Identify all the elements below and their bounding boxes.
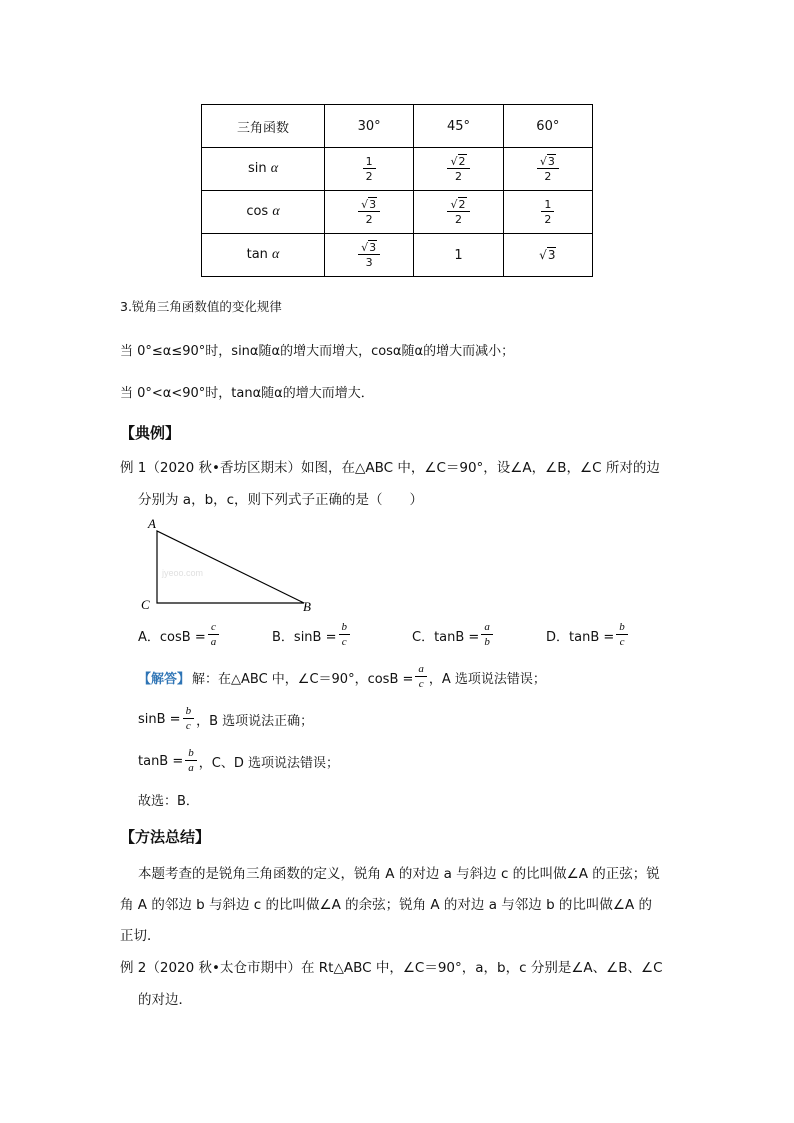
table-fn-cell: sin α xyxy=(202,148,325,191)
table-row-tan xyxy=(202,234,593,277)
option-b[interactable]: B．sinB = $\frac{b}{c}$ xyxy=(272,622,350,648)
table-fn-cell: cos α xyxy=(202,191,325,234)
vertex-label-c: C xyxy=(141,597,150,612)
table-header-cell: 60° xyxy=(503,105,592,148)
table-header-cell: 30° xyxy=(325,105,414,148)
trig-values-table xyxy=(201,104,593,277)
example2-stem-line2: 的对边． xyxy=(138,992,192,1008)
table-cell: $\frac{√3}{2}$ xyxy=(325,191,414,234)
table-row-sin xyxy=(202,148,593,191)
table-cell: $\frac{1}{2}$ xyxy=(503,191,592,234)
vertex-label-a: A xyxy=(148,516,156,531)
method-line3: 正切． xyxy=(120,928,161,944)
vertex-label-b: B xyxy=(303,599,311,614)
example1-stem-line1: 例 1（2020 秋•香坊区期末）如图，在△ABC 中，∠C＝90°，设∠A，∠B，∠C 所对的边 xyxy=(120,460,660,476)
table-cell: $\frac{√3}{3}$ xyxy=(325,234,414,277)
table-header-cell: 三角函数 xyxy=(202,105,325,148)
table-cell: $\frac{√3}{2}$ xyxy=(503,148,592,191)
solution-line2: sinB = $\frac{b}{c}$ ，B 选项说法正确； xyxy=(138,705,314,732)
table-fn-cell: tan α xyxy=(202,234,325,277)
table-cell: $\frac{√2}{2}$ xyxy=(414,191,503,234)
option-a[interactable]: A．cosB = $\frac{c}{a}$ xyxy=(138,622,219,648)
table-cell: √3 xyxy=(503,234,592,277)
table-header-cell: 45° xyxy=(414,105,503,148)
solution-tag: 【解答】 xyxy=(138,671,191,687)
examples-heading: 【典例】 xyxy=(120,424,181,442)
solution-line1: 【解答】 解：在△ABC 中，∠C＝90°，cosB = $\frac{a}{c}$ ，A 选项说法错误； xyxy=(138,663,546,690)
table-header-row xyxy=(202,105,593,148)
method-line2: 角 A 的邻边 b 与斜边 c 的比叫做∠A 的余弦；锐角 A 的对边 a 与邻边 b 的比叫做∠A 的 xyxy=(120,897,653,913)
solution-answer: 故选：B． xyxy=(138,794,199,809)
triangle-abc xyxy=(157,531,304,603)
method-heading: 【方法总结】 xyxy=(120,828,211,846)
watermark: jyeoo.com xyxy=(162,568,204,578)
section3-rule-sin-cos: 当 0°≤α≤90°时，sinα随α的增大而增大，cosα随α的增大而减小； xyxy=(120,344,515,359)
method-line1: 本题考查的是锐角三角函数的定义，锐角 A 的对边 a 与斜边 c 的比叫做∠A 的正弦；锐 xyxy=(138,866,660,882)
option-c[interactable]: C．tanB = $\frac{a}{b}$ xyxy=(412,622,493,648)
triangle-figure xyxy=(138,514,328,616)
table-cell: $\frac{1}{2}$ xyxy=(325,148,414,191)
solution-line3: tanB = $\frac{b}{a}$ ，C、D 选项说法错误； xyxy=(138,747,339,774)
option-d[interactable]: D．tanB = $\frac{b}{c}$ xyxy=(546,622,628,648)
table-row-cos xyxy=(202,191,593,234)
section3-rule-tan: 当 0°<α<90°时，tanα随α的增大而增大． xyxy=(120,386,374,401)
section3-title: 3.锐角三角函数值的变化规律 xyxy=(120,299,282,314)
example2-stem-line1: 例 2（2020 秋•太仓市期中）在 Rt△ABC 中，∠C＝90°，a，b，c 分别是∠A、∠B、∠C xyxy=(120,960,663,976)
example1-stem-line2: 分别为 a，b，c，则下列式子正确的是（ ） xyxy=(138,492,424,508)
table-cell: 1 xyxy=(414,234,503,277)
table-cell: $\frac{√2}{2}$ xyxy=(414,148,503,191)
